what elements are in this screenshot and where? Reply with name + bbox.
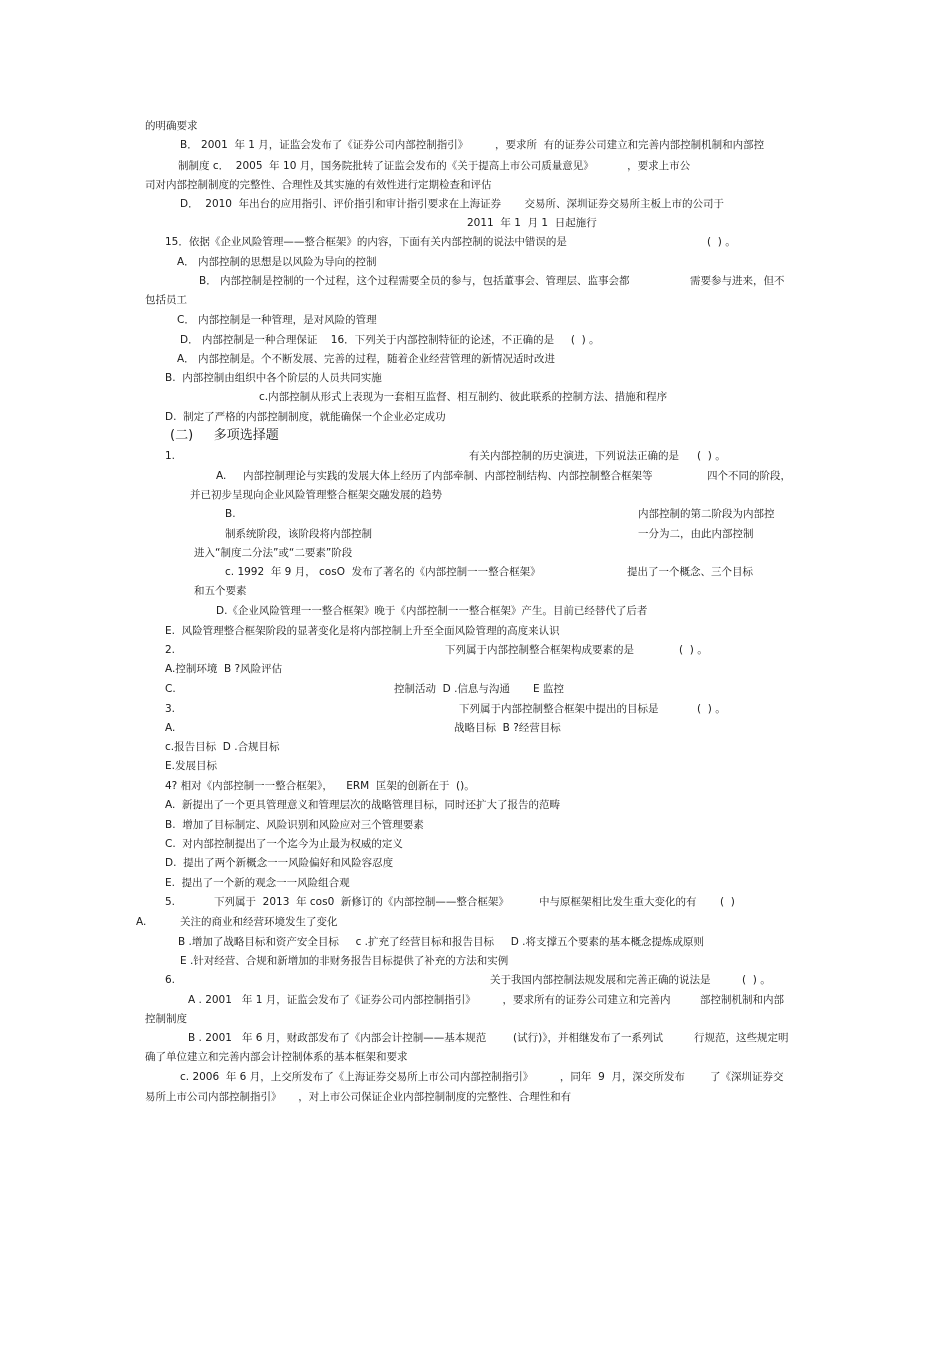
text-line: 部控制机制和内部 bbox=[700, 994, 784, 1006]
option-e: E.发展目标 bbox=[165, 760, 217, 772]
option-c: C． 内部控制是一种管理，是对风险的管理 bbox=[177, 314, 377, 326]
option-c: c.内部控制从形式上表现为一套相互监督、相互制约、彼此联系的控制方法、措施和程序 bbox=[259, 391, 668, 403]
option-a: A． 内部控制的思想是以风险为导向的控制 bbox=[177, 256, 377, 268]
text-line: 包括员工 bbox=[145, 294, 187, 306]
answer-blank: ( ) 。 bbox=[679, 644, 708, 656]
option-a: A． 内部控制是。个不断发展、完善的过程，随着企业经营管理的新情况适时改进 bbox=[177, 353, 556, 365]
options-bcd: B .增加了战略目标和资产安全目标 c .扩充了经营目标和报告目标 D .将支撑五个要素的基本概念提炼成原则 bbox=[178, 936, 704, 948]
text-line: 内部控制的第二阶段为内部控 bbox=[638, 508, 775, 520]
options-cd: 控制活动 D .信息与沟通 bbox=[394, 683, 510, 695]
option-a: A. 内部控制理论与实践的发展大体上经历了内部牵制、内部控制结构、内部控制整合框架等 bbox=[216, 470, 653, 482]
text-line: 四个不同的阶段， bbox=[707, 470, 791, 482]
options-ab: 战略目标 B ?经营目标 bbox=[454, 722, 561, 734]
option-a: 关注的商业和经营环境发生了变化 bbox=[180, 916, 338, 928]
question-4: 4? 相对《内部控制一一整合框架》， ERM 匡架的创新在于 ()。 bbox=[165, 780, 475, 792]
text-line: 确了单位建立和完善内部会计控制体系的基本框架和要求 bbox=[145, 1051, 408, 1063]
text-line: 了《深圳证券交 bbox=[710, 1071, 784, 1083]
text-line: 行规范，这些规定明 bbox=[694, 1032, 789, 1044]
question-15: 15．依据《企业风险管理——整合框架》的内容，下面有关内部控制的说法中错误的是 bbox=[165, 236, 567, 248]
text-line: 制系统阶段，该阶段将内部控制 bbox=[225, 528, 372, 540]
option-label: A. bbox=[165, 722, 176, 734]
section-heading: (二) 多项选择题 bbox=[170, 428, 279, 443]
option-b: B. 增加了目标制定、风险识别和风险应对三个管理要素 bbox=[165, 819, 424, 831]
option-e: E 监控 bbox=[533, 683, 564, 695]
options-cd: c.报告目标 D .合规目标 bbox=[165, 741, 280, 753]
options-ab: A.控制环境 B ?风险评估 bbox=[165, 663, 283, 675]
text-line: 和五个要素 bbox=[194, 585, 247, 597]
option-b: B . 2001 年 6 月，财政部发布了《内部会计控制——基本规范 (试行)》，并相继发布了一系列试 bbox=[188, 1032, 663, 1044]
option-a: A . 2001 年 1 月，证监会发布了《证券公司内部控制指引》 ，要求所有的证券公司建立和完善内 bbox=[188, 994, 671, 1006]
option-d-question-16: D． 内部控制是一种合理保证 16．下列关于内部控制特征的论述，不正确的是 ( ) 。 bbox=[180, 334, 600, 346]
text-line: 需要参与进来，但不 bbox=[690, 275, 785, 287]
question-number: 5. bbox=[165, 896, 176, 908]
answer-blank: ( ) 。 bbox=[707, 236, 736, 248]
option-b: B． 内部控制是控制的一个过程，这个过程需要全员的参与，包括董事会、管理层、监事会都 bbox=[199, 275, 630, 287]
text-line: 提出了一个概念、三个目标 bbox=[627, 566, 753, 578]
option-d: D.《企业风险管理一一整合框架》晚于《内部控制一一整合框架》产生。目前已经替代了后者 bbox=[216, 605, 648, 617]
text-line: 的明确要求 bbox=[145, 120, 198, 132]
option-e: E. 风险管理整合框架阶段的显著变化是将内部控制上升至全面风险管理的高度来认识 bbox=[165, 625, 560, 637]
answer-blank: ( ) 。 bbox=[697, 450, 726, 462]
option-b: B. bbox=[225, 508, 236, 520]
question-2: 下列属于内部控制整合框架构成要素的是 bbox=[445, 644, 634, 656]
text-line: D． 2010 年出台的应用指引、评价指引和审计指引要求在上海证券 交易所、深圳证券交易所主板上市的公司于 bbox=[180, 198, 725, 210]
question-1: 有关内部控制的历史演进，下列说法正确的是 bbox=[469, 450, 679, 462]
text-line: B． 2001 年 1 月，证监会发布了《证券公司内部控制指引》 ，要求所 有的证券公司建立和完善内部控制机制和内部控 bbox=[180, 139, 765, 151]
question-3: 下列属于内部控制整合框架中提出的目标是 bbox=[459, 703, 659, 715]
answer-blank: ( ) bbox=[720, 896, 735, 908]
question-5: 下列属于 2013 年 cos0 新修订的《内部控制——整合框架》 bbox=[214, 896, 509, 908]
answer-blank: ( ) 。 bbox=[697, 703, 726, 715]
option-d: D. 制定了严格的内部控制制度，就能确保一个企业必定成功 bbox=[165, 411, 446, 423]
option-e: E. 提出了一个新的观念一一风险组合观 bbox=[165, 877, 350, 889]
option-c: c. 2006 年 6 月，上交所发布了《上海证券交易所上市公司内部控制指引》 ，同年 9 月，深交所发布 bbox=[180, 1071, 685, 1083]
text-line: 进入“制度二分法”或“二要素”阶段 bbox=[194, 547, 353, 559]
option-a: A. 新提出了一个更具管理意义和管理层次的战略管理目标，同时还扩大了报告的范畴 bbox=[165, 799, 561, 811]
answer-blank: ( ) 。 bbox=[742, 974, 771, 986]
option-e: E .针对经营、合规和新增加的非财务报告目标提供了补充的方法和实例 bbox=[180, 955, 509, 967]
question-number: 1. bbox=[165, 450, 176, 462]
option-d: D. 提出了两个新概念一一风险偏好和风险容忍度 bbox=[165, 857, 394, 869]
text-line: 中与原框架相比发生重大变化的有 bbox=[539, 896, 697, 908]
option-c: C. 对内部控制提出了一个迄今为止最为权威的定义 bbox=[165, 838, 403, 850]
option-b: B. 内部控制由组织中各个阶层的人员共同实施 bbox=[165, 372, 382, 384]
option-c: c. 1992 年 9 月， cosO 发布了著名的《内部控制一一整合框架》 bbox=[225, 566, 541, 578]
text-line: 控制制度 bbox=[145, 1013, 187, 1025]
question-number: 2. bbox=[165, 644, 176, 656]
text-line: 制制度 c． 2005 年 10 月，国务院批转了证监会发布的《关于提高上市公司质量意见》 ，要求上市公 bbox=[178, 160, 691, 172]
text-line: 并已初步呈现向企业风险管理整合框架交融发展的趋势 bbox=[190, 489, 442, 501]
text-line: 易所上市公司内部控制指引》 ，对上市公司保证企业内部控制制度的完整性、合理性和有 bbox=[145, 1091, 572, 1103]
option-label: A. bbox=[136, 916, 147, 928]
option-label: C. bbox=[165, 683, 176, 695]
text-line: 司对内部控制制度的完整性、合理性及其实施的有效性进行定期检查和评估 bbox=[145, 179, 492, 191]
question-6: 关于我国内部控制法规发展和完善正确的说法是 bbox=[490, 974, 711, 986]
text-line: 2011 年 1 月 1 日起施行 bbox=[467, 217, 597, 229]
text-line: 一分为二，由此内部控制 bbox=[638, 528, 754, 540]
question-number: 6. bbox=[165, 974, 176, 986]
question-number: 3. bbox=[165, 703, 176, 715]
